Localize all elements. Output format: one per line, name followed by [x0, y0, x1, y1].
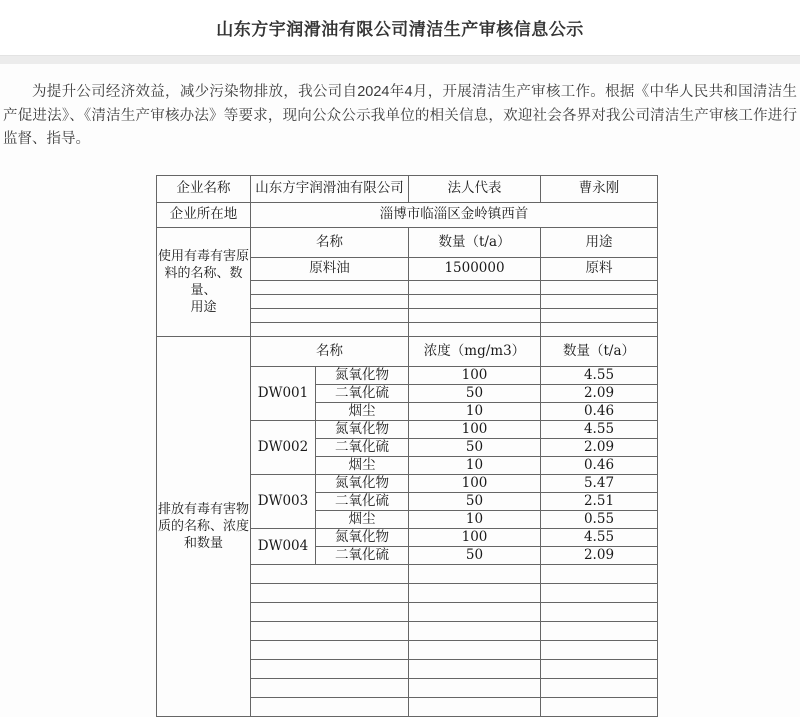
material-name-cell — [251, 280, 409, 294]
amount-cell: 2.51 — [541, 492, 658, 510]
materials-label-line: 使用有毒有害原 — [158, 248, 250, 264]
concentration-cell: 50 — [409, 384, 541, 402]
legal-rep-value: 曹永刚 — [541, 175, 658, 202]
amount-cell: 2.09 — [541, 438, 658, 456]
material-usage-cell — [541, 294, 658, 308]
amount-cell: 2.09 — [541, 384, 658, 402]
pollutant-name-cell: 二氧化硫 — [316, 438, 409, 456]
concentration-cell: 100 — [409, 528, 541, 546]
materials-section-label — [157, 227, 251, 336]
pollutant-name-cell: 二氧化硫 — [316, 492, 409, 510]
outlet-code-cell: DW001 — [251, 366, 316, 420]
concentration-cell: 10 — [409, 456, 541, 474]
emissions-header-concentration: 浓度（mg/m3） — [409, 336, 541, 366]
table-row — [157, 202, 658, 227]
material-quantity-cell — [409, 280, 541, 294]
material-usage-cell — [541, 322, 658, 336]
pollutant-name-cell: 氮氧化物 — [316, 474, 409, 492]
pollutant-name-cell: 氮氧化物 — [316, 366, 409, 384]
materials-header-row — [157, 227, 658, 257]
pollutant-name-cell: 烟尘 — [316, 402, 409, 420]
amount-cell: 0.46 — [541, 456, 658, 474]
materials-label-line: 用途 — [190, 299, 217, 315]
header-divider — [0, 55, 800, 64]
table-row — [157, 175, 658, 202]
materials-header-quantity: 数量（t/a） — [409, 227, 541, 257]
pollutant-name-cell: 氮氧化物 — [316, 420, 409, 438]
materials-header-usage: 用途 — [541, 227, 658, 257]
material-usage-cell — [541, 280, 658, 294]
emissions-header-row — [157, 336, 658, 366]
pollutant-name-cell: 烟尘 — [316, 510, 409, 528]
content-area — [0, 64, 800, 717]
material-usage-cell — [541, 308, 658, 322]
material-quantity-cell — [409, 294, 541, 308]
amount-cell: 5.47 — [541, 474, 658, 492]
emissions-header-quantity: 数量（t/a） — [541, 336, 658, 366]
material-quantity-cell — [409, 308, 541, 322]
emissions-section-label — [157, 336, 251, 716]
materials-header-name: 名称 — [251, 227, 409, 257]
page-title: 山东方宇润滑油有限公司清洁生产审核信息公示 — [216, 20, 584, 39]
emissions-label-line: 排放有毒有害物 — [158, 501, 250, 517]
amount-cell: 4.55 — [541, 420, 658, 438]
concentration-cell: 100 — [409, 366, 541, 384]
concentration-cell: 100 — [409, 420, 541, 438]
company-name-value: 山东方宇润滑油有限公司 — [251, 175, 409, 202]
location-value: 淄博市临淄区金岭镇西首 — [251, 202, 658, 227]
outlet-code-cell: DW003 — [251, 474, 316, 528]
amount-cell: 2.09 — [541, 546, 658, 564]
concentration-cell: 10 — [409, 402, 541, 420]
intro-paragraph: 为提升公司经济效益，减少污染物排放，我公司自2024年4月，开展清洁生产审核工作。根据《中华人民共和国清洁生产促进法》、《清洁生产审核办法》等要求，现向公众公示我单位的相关信息，欢迎社会各界对我公司清洁生产审核工作进行监督、指导。 — [3, 84, 797, 147]
pollutant-name-cell: 二氧化硫 — [316, 384, 409, 402]
location-label: 企业所在地 — [157, 202, 251, 227]
material-name-cell — [251, 322, 409, 336]
concentration-cell: 50 — [409, 492, 541, 510]
amount-cell: 0.46 — [541, 402, 658, 420]
material-usage-cell: 原料 — [541, 257, 658, 280]
pollutant-name-cell: 氮氧化物 — [316, 528, 409, 546]
outlet-code-cell: DW004 — [251, 528, 316, 564]
concentration-cell: 100 — [409, 474, 541, 492]
material-name-cell — [251, 308, 409, 322]
concentration-cell: 10 — [409, 510, 541, 528]
emissions-label-line: 质的名称、浓度 — [158, 518, 250, 534]
amount-cell: 4.55 — [541, 366, 658, 384]
pollutant-name-cell: 二氧化硫 — [316, 546, 409, 564]
materials-label-line: 料的名称、数量、 — [164, 265, 243, 298]
amount-cell: 0.55 — [541, 510, 658, 528]
material-quantity-cell — [409, 322, 541, 336]
pollutant-name-cell: 烟尘 — [316, 456, 409, 474]
emissions-header-name: 名称 — [251, 336, 409, 366]
concentration-cell: 50 — [409, 438, 541, 456]
page-header — [0, 0, 800, 55]
outlet-code-cell: DW002 — [251, 420, 316, 474]
material-quantity-cell: 1500000 — [409, 257, 541, 280]
material-name-cell — [251, 294, 409, 308]
legal-rep-label: 法人代表 — [409, 175, 541, 202]
emissions-label-line: 和数量 — [183, 535, 223, 551]
amount-cell: 4.55 — [541, 528, 658, 546]
material-name-cell: 原料油 — [251, 257, 409, 280]
company-name-label: 企业名称 — [157, 175, 251, 202]
concentration-cell: 50 — [409, 546, 541, 564]
disclosure-table — [156, 175, 658, 717]
